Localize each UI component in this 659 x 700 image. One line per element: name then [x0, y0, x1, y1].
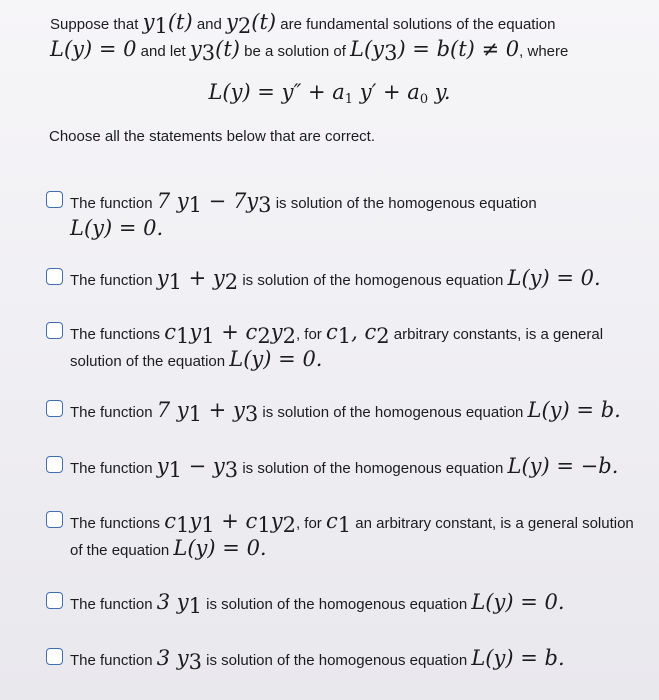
- intro-text: and let: [136, 43, 190, 60]
- math-y2: $y_2$: [226, 10, 252, 38]
- answer-option-5[interactable]: [46, 454, 651, 481]
- answer-option-3[interactable]: [46, 320, 651, 374]
- math-t: (t): [215, 37, 240, 61]
- answer-option-4[interactable]: [46, 398, 651, 425]
- answer-option-7[interactable]: [46, 590, 651, 617]
- answer-option-2[interactable]: [46, 266, 651, 293]
- checkbox[interactable]: [46, 191, 63, 208]
- answer-option-6[interactable]: [46, 509, 651, 563]
- math-Ly-0: L(y) = 0: [50, 37, 137, 61]
- intro-text: are fundamental solutions of the equation: [276, 16, 556, 33]
- math-t: (t): [251, 10, 277, 34]
- intro-line-2: [50, 37, 650, 64]
- intro-text: and: [192, 16, 227, 33]
- intro-text: Suppose that: [50, 16, 143, 33]
- checkbox[interactable]: [46, 511, 63, 528]
- operator-definition: $L(y) = y'' + a_1$ $y' + a_0$ y.: [208, 80, 451, 107]
- question-prompt: Choose all the statements below that are correct.: [49, 128, 376, 145]
- checkbox[interactable]: [46, 322, 63, 339]
- option-label: The function $y_1 - y_3$ is solution of the homogenous equation L(y) = −b.: [70, 454, 619, 482]
- option-label: The function 7 $y_1 + y_3$ is solution of the homogenous equation L(y) = b.: [70, 398, 621, 426]
- option-label: The functions $c_1y_1 + c_1y_2$, for $c_1$ an arbitrary constant, is a general solution of the equation L(y) = 0.: [70, 509, 634, 560]
- option-label: The function $y_1 + y_2$ is solution of the homogenous equation L(y) = 0.: [70, 266, 601, 294]
- answer-option-8[interactable]: [46, 646, 651, 673]
- math-t: (t): [167, 10, 193, 34]
- math-y1: $y_1$: [142, 10, 168, 38]
- answer-option-1[interactable]: [46, 189, 651, 243]
- intro-text: be a solution of: [239, 43, 351, 60]
- checkbox[interactable]: [46, 648, 63, 665]
- option-label: The function 3 $y_3$ is solution of the homogenous equation L(y) = b.: [70, 646, 565, 674]
- checkbox[interactable]: [46, 400, 63, 417]
- checkbox[interactable]: [46, 268, 63, 285]
- option-label: The function 7 $y_1 - 7y_3$ is solution of the homogenous equation L(y) = 0.: [70, 189, 537, 240]
- option-label: The function 3 $y_1$ is solution of the homogenous equation L(y) = 0.: [70, 590, 565, 618]
- math-Ly3: $L(y_3) = b(t) \ne 0$: [350, 37, 520, 65]
- question-intro: [50, 10, 650, 64]
- option-label: The functions $c_1y_1 + c_2y_2$, for $c_1$, $c_2$ arbitrary constants, is a general solution of the equation L(y) = 0.: [70, 320, 604, 371]
- math-y3: $y_3$: [189, 37, 216, 65]
- checkbox[interactable]: [46, 456, 63, 473]
- intro-line-1: [50, 10, 650, 37]
- checkbox[interactable]: [46, 592, 63, 609]
- intro-text: , where: [519, 43, 569, 60]
